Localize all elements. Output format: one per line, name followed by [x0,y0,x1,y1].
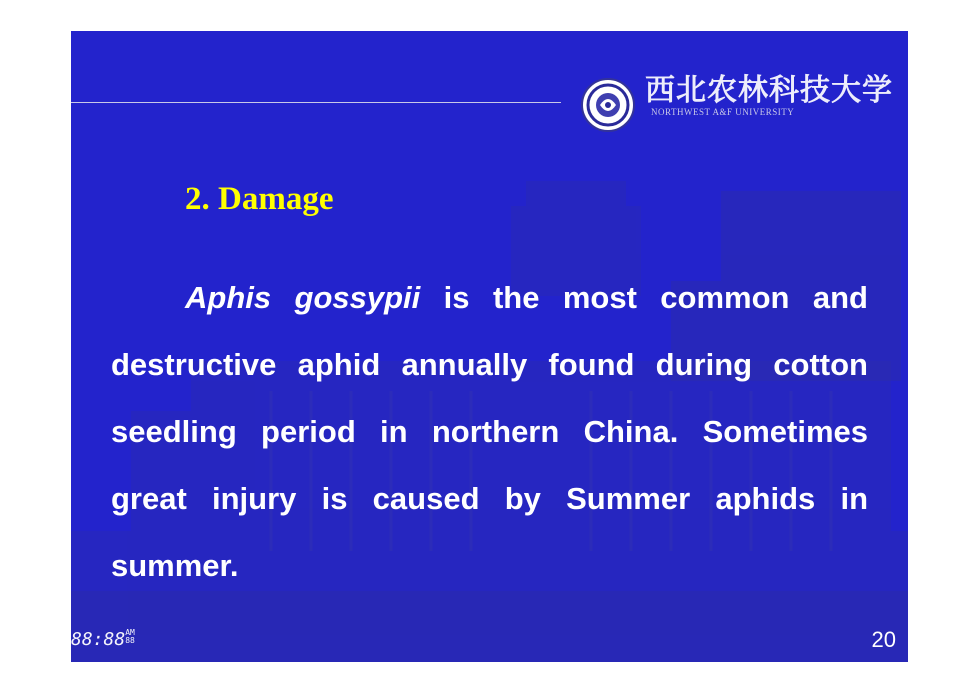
header-divider [71,102,561,103]
clock-ampm: AM [125,628,135,637]
slide-heading: 2. Damage [185,181,334,217]
slide [71,31,908,662]
university-emblem-icon [574,71,642,139]
clock-sub-digits: 88 [125,636,135,645]
university-name-chinese: 西北农林科技大学 [645,73,893,108]
university-name-english: NORTHWEST A&F UNIVERSITY [651,107,795,117]
clock-suffix [125,629,135,645]
page-number: 20 [871,627,896,652]
clock-display [71,629,135,651]
body-text-rest: is the most common and destructive aphid annually found during cotton seedling period in northern China. Sometimes great injury is caused by Summer aphids in summer. [111,280,868,583]
species-name: Aphis gossypii [185,280,421,315]
clock-digits: 88:88 [71,629,126,650]
slide-body-text [111,264,868,599]
